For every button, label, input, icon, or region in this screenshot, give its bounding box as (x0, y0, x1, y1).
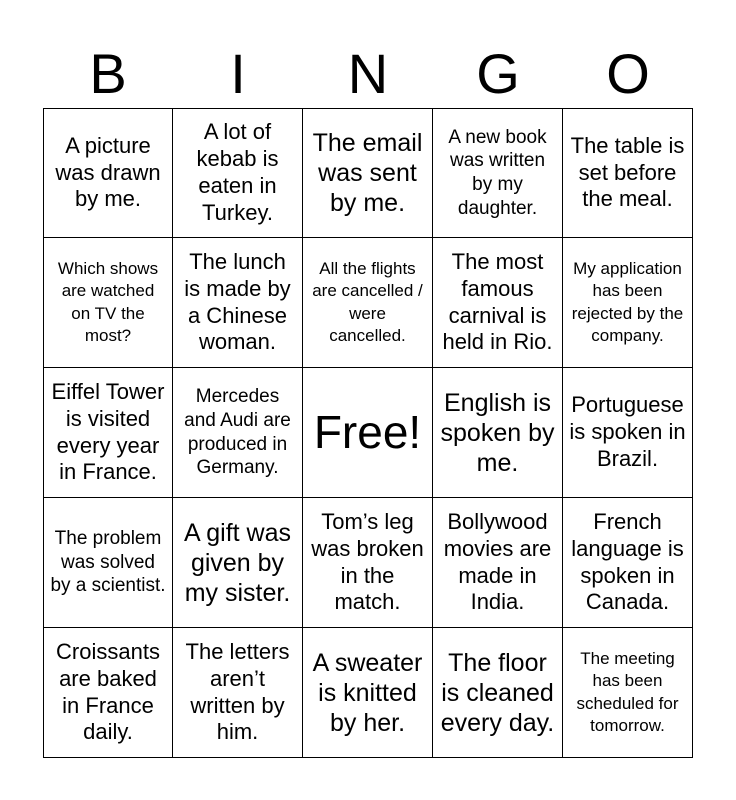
bingo-cell-r2-c1[interactable] (43, 238, 173, 368)
bingo-cell-r2-c2[interactable] (173, 238, 303, 368)
bingo-cell-r1-c3[interactable] (303, 108, 433, 238)
cell-text: Mercedes and Audi are produced in Germany. (184, 386, 291, 479)
cell-text: The problem was solved by a scientist. (50, 527, 166, 597)
cell-text: A new book was written by my daughter. (448, 126, 547, 219)
bingo-cell-r1-c2[interactable] (173, 108, 303, 238)
bingo-cell-r4-c2[interactable] (173, 498, 303, 628)
header-letter-b: B (89, 42, 127, 105)
cell-text: French language is spoken in Canada. (571, 508, 684, 615)
cell-text: All the flights are cancelled / were cancelled. (312, 259, 423, 345)
bingo-cell-r4-c3[interactable] (303, 498, 433, 628)
cell-text: Which shows are watched on TV the most? (57, 259, 159, 345)
cell-text: The most famous carnival is held in Rio. (442, 248, 553, 355)
cell-text: The meeting has been scheduled for tomorrow. (576, 649, 679, 735)
cell-text: The lunch is made by a Chinese woman. (184, 248, 291, 355)
bingo-cell-r1-c1[interactable] (43, 108, 173, 238)
bingo-cell-r1-c4[interactable] (433, 108, 563, 238)
cell-text: English is spoken by me. (440, 388, 555, 477)
cell-text: My application has been rejected by the company. (571, 259, 684, 345)
bingo-board (43, 108, 693, 758)
bingo-cell-r3-c2[interactable] (173, 368, 303, 498)
header-letter-o: O (606, 42, 650, 105)
cell-text: The letters aren’t written by him. (185, 638, 290, 745)
cell-text: A gift was given by my sister. (184, 518, 291, 607)
header-letter-n: N (347, 42, 389, 105)
cell-text: The table is set before the meal. (570, 132, 685, 212)
bingo-cell-r5-c2[interactable] (173, 628, 303, 758)
bingo-cell-r5-c3[interactable] (303, 628, 433, 758)
cell-text: Portuguese is spoken in Brazil. (569, 392, 686, 471)
bingo-cell-r4-c1[interactable] (43, 498, 173, 628)
bingo-cell-r1-c5[interactable] (563, 108, 693, 238)
cell-text: The email was sent by me. (312, 129, 423, 217)
bingo-cell-r5-c4[interactable] (433, 628, 563, 758)
cell-text: Eiffel Tower is visited every year in France. (51, 378, 165, 485)
free-space[interactable] (303, 368, 433, 498)
cell-text: Croissants are baked in France daily. (56, 638, 160, 745)
bingo-cell-r5-c5[interactable] (563, 628, 693, 758)
bingo-cell-r2-c3[interactable] (303, 238, 433, 368)
cell-text: A picture was drawn by me. (55, 132, 161, 212)
cell-text: A sweater is knitted by her. (312, 648, 423, 737)
bingo-header (43, 40, 693, 108)
bingo-cell-r5-c1[interactable] (43, 628, 173, 758)
cell-text: A lot of kebab is eaten in Turkey. (196, 119, 279, 225)
header-letter-i: I (230, 42, 246, 105)
cell-text: Tom’s leg was broken in the match. (311, 508, 424, 615)
header-letter-g: G (476, 42, 520, 105)
bingo-cell-r4-c5[interactable] (563, 498, 693, 628)
bingo-cell-r3-c4[interactable] (433, 368, 563, 498)
bingo-cell-r3-c5[interactable] (563, 368, 693, 498)
cell-text: Bollywood movies are made in India. (443, 508, 552, 615)
bingo-cell-r4-c4[interactable] (433, 498, 563, 628)
bingo-cell-r3-c1[interactable] (43, 368, 173, 498)
bingo-cell-r2-c4[interactable] (433, 238, 563, 368)
free-space-text: Free! (313, 406, 422, 459)
bingo-cell-r2-c5[interactable] (563, 238, 693, 368)
cell-text: The floor is cleaned every day. (440, 648, 555, 737)
